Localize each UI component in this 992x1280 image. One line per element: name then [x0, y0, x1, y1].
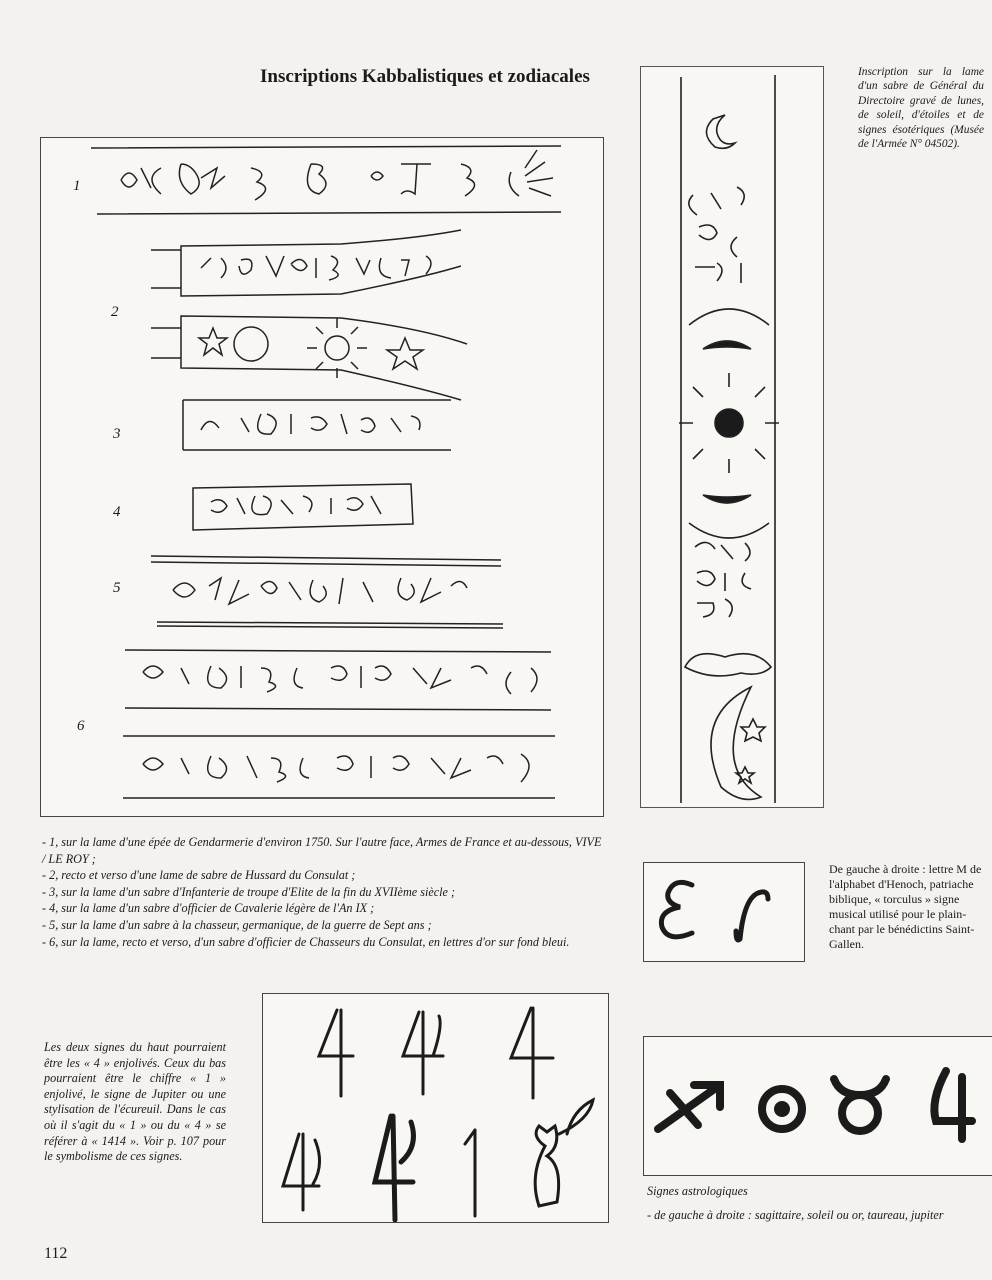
- caption-item-2: - 2, recto et verso d'une lame de sabre de Hussard du Consulat ;: [42, 868, 356, 883]
- taurus-icon: [834, 1079, 886, 1131]
- henoch-letter-icon: [661, 882, 692, 937]
- blade-inscription-drawing: [41, 138, 603, 816]
- sagittarius-icon: [658, 1085, 720, 1129]
- caption-item-6: - 6, sur la lame, recto et verso, d'un sabre d'officier de Chasseurs du Consulat, en lettres d'or sur fond bleui.: [42, 934, 570, 949]
- caption-item-1: - 1, sur la lame d'une épée de Gendarmerie d'environ 1750. Sur l'autre face, Armes de France et au-dessous, VIVE / LE ROY ;: [42, 835, 602, 866]
- caption-inscriptions-list: [42, 834, 602, 950]
- figure-blade-inscriptions: [40, 137, 604, 817]
- figure-label-5: 5: [113, 580, 121, 596]
- figure-four-signs: [262, 993, 609, 1223]
- figure-astrological-signs: [643, 1036, 992, 1176]
- figure-label-2: 2: [111, 304, 119, 320]
- figure-label-1: 1: [73, 178, 81, 194]
- torculus-icon: [736, 892, 768, 940]
- figure-label-3: 3: [113, 426, 121, 442]
- figure-label-4: 4: [113, 504, 121, 520]
- caption-four-signs: Les deux signes du haut pourraient être les « 4 » enjolivés. Ceux du bas pourraient être le chiffre « 1 » enjolivé, le signe de Jupiter ou une stylisation de l'écureuil. Dans le cas où il s'agit du « 1 » ou du « 4 » se référer à « 1414 ». Voir p. 107 pour le symbolisme de ces signes.: [44, 1040, 226, 1164]
- caption-henoch-torculus: De gauche à droite : lettre M de l'alphabet d'Henoch, patriache biblique, « torculus » signe musical utilisé pour le plain-chant par le bénédictins Saint-Gallen.: [829, 862, 982, 951]
- sun-icon: [715, 409, 743, 437]
- caption-item-4: - 4, sur la lame d'un sabre d'officier de Cavalerie légère de l'An IX ;: [42, 901, 375, 916]
- figure-label-6: 6: [77, 718, 85, 734]
- jupiter-icon: [934, 1071, 972, 1139]
- sabre-blade-drawing: [641, 67, 823, 807]
- page-title: Inscriptions Kabbalistiques et zodiacales: [260, 66, 590, 87]
- caption-astro-title: Signes astrologiques: [647, 1184, 748, 1198]
- caption-item-5: - 5, sur la lame d'un sabre à la chasseur, germanique, de la guerre de Sept ans ;: [42, 917, 432, 932]
- crescent-moon-icon: [706, 115, 735, 148]
- star-icon: [741, 719, 765, 741]
- caption-item-3: - 3, sur la lame d'un sabre d'Infanterie de troupe d'Elite de la fin du XVIIème siècle ;: [42, 884, 456, 899]
- caption-astro-line: - de gauche à droite : sagittaire, soleil ou or, taureau, jupiter: [647, 1208, 944, 1222]
- page-number: 112: [44, 1245, 68, 1262]
- figure-henoch-torculus: [643, 862, 805, 962]
- figure-general-sabre-blade: [640, 66, 824, 808]
- caption-sabre-general: Inscription sur la lame d'un sabre de Général du Directoire gravé de lunes, de soleil, d'étoiles et de signes ésotériques (Musée de l'Armée N° 04502).: [858, 66, 984, 151]
